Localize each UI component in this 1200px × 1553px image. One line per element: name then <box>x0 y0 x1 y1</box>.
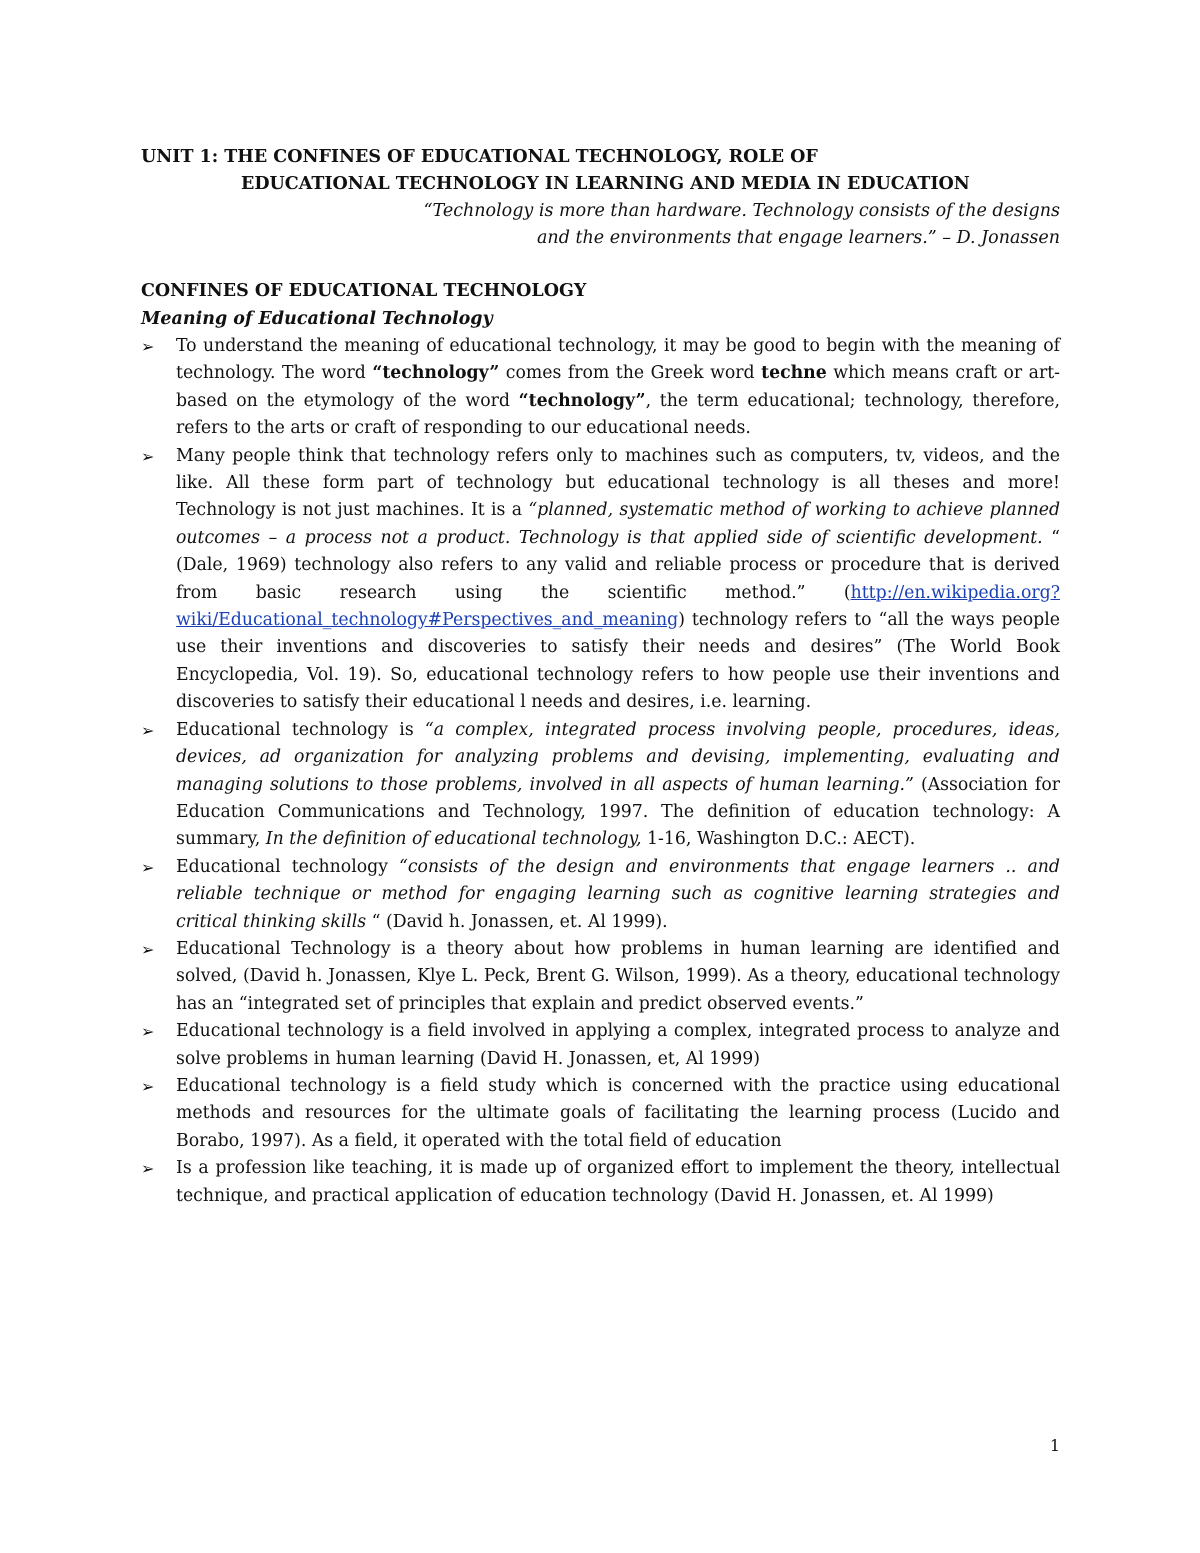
epigraph-line-2-text: and the environments that engage learners.” <box>537 228 937 248</box>
bullet-text: Educational Technology is a theory about how problems in human learning are identified and solved, (David h. Jonassen, Klye L. Peck, Brent G. Wilson, 1999). As a theory, educational technology has an “integrated set of principles that explain and predict observed events.” <box>176 938 1060 1014</box>
list-item <box>141 854 1060 936</box>
bullet-list <box>141 333 1060 1210</box>
arrowhead-bullet-icon: ➢ <box>141 720 155 740</box>
bullet-text: Educational technology <box>176 856 400 877</box>
bullet-text: (Association for Education Communications and Technology, 1997. The definition of education technology: A summary, <box>176 774 1060 850</box>
bullet-text: 1-16, Washington D.C.: AECT). <box>641 829 916 850</box>
epigraph-line-2 <box>360 225 1060 252</box>
list-item <box>141 333 1060 443</box>
bold-term-technology: “technology” <box>372 363 500 384</box>
unit-title-line-2: EDUCATIONAL TECHNOLOGY IN LEARNING AND MEDIA IN EDUCATION <box>241 174 970 194</box>
bullet-text: “ (David h. Jonassen, et. Al 1999). <box>366 911 668 932</box>
list-item <box>141 717 1060 854</box>
arrowhead-bullet-icon: ➢ <box>141 1159 155 1179</box>
arrowhead-bullet-icon: ➢ <box>141 857 155 877</box>
bullet-text: , the term educational; technology, therefore, refers to the arts or craft of responding to our educational needs. <box>176 390 1060 439</box>
bullet-text: Many people think that technology refers only to machines such as computers, tv, videos, and the like. All these form part of technology but educational technology is all theses and more! Technology is not just machines. It is a <box>176 445 1060 521</box>
bullet-text: ) technology refers to “all the ways people use their inventions and discoveries to satisfy their needs and desires” (The World Book Encyclopedia, Vol. 19). So, educational technology refers to how people use their inventions and discoveries to satisfy their educational l needs and desires, i.e. learning. <box>176 610 1060 713</box>
bold-term-technology: “technology” <box>518 390 646 411</box>
arrowhead-bullet-icon: ➢ <box>141 446 155 466</box>
italic-quote: “consists of the design and environments that engage learners .. and reliable technique or method for engaging learning such as cognitive learning strategies and critical thinking skills <box>176 856 1060 932</box>
list-item <box>141 1073 1060 1155</box>
section-heading: CONFINES OF EDUCATIONAL TECHNOLOGY <box>141 281 587 301</box>
list-item <box>141 443 1060 717</box>
unit-title-line-1: UNIT 1: THE CONFINES OF EDUCATIONAL TECHNOLOGY, ROLE OF <box>141 147 818 167</box>
unit-title <box>141 144 1071 198</box>
list-item <box>141 1018 1060 1073</box>
bullet-text: Educational technology is a field study which is concerned with the practice using educational methods and resources for the ultimate goals of facilitating the learning process (Lucido and Borabo, 1997). As a field, it operated with the total field of education <box>176 1075 1060 1151</box>
bullet-text: which means craft or art-based on the etymology of the word <box>176 363 1060 411</box>
list-item <box>141 936 1060 1018</box>
sub-heading: Meaning of Educational Technology <box>141 309 493 329</box>
arrowhead-bullet-icon: ➢ <box>141 1076 155 1096</box>
italic-title: In the definition of educational technology, <box>265 829 642 850</box>
list-item <box>141 1155 1060 1210</box>
epigraph-attribution: – D. Jonassen <box>936 228 1060 248</box>
bullet-text: Is a profession like teaching, it is made up of organized effort to implement the theory, intellectual technique, and practical application of education technology (David H. Jonassen, et. Al 1999) <box>176 1158 1060 1206</box>
arrowhead-bullet-icon: ➢ <box>141 939 155 959</box>
epigraph-line-1: “Technology is more than hardware. Technology consists of the designs <box>423 201 1060 221</box>
bullet-text: “ (Dale, 1969) technology also refers to any valid and reliable process or procedure that is derived from basic research using the scientific method.” ( <box>176 527 1061 603</box>
italic-quote: “planned, systematic method of working to achieve planned outcomes – a process not a product. Technology is that applied side of scientific development. <box>176 500 1061 548</box>
bullet-text: Educational technology is <box>176 719 425 740</box>
epigraph-quote <box>360 198 1060 252</box>
arrowhead-bullet-icon: ➢ <box>141 337 155 356</box>
page-number: 1 <box>1049 1436 1060 1455</box>
bullet-text: To understand the meaning of educational technology, it may be good to begin with the meaning of technology. The word <box>176 336 1060 384</box>
arrowhead-bullet-icon: ➢ <box>141 1022 155 1042</box>
italic-quote: “a complex, integrated process involving people, procedures, ideas, devices, ad organization for analyzing problems and devising, implementing, evaluating and managing solutions to those problems, involved in all aspects of human learning.” <box>176 719 1060 795</box>
bullet-text: comes from the Greek word <box>499 363 762 384</box>
bold-term-techne: techne <box>761 363 827 384</box>
bullet-text: Educational technology is a field involved in applying a complex, integrated process to analyze and solve problems in human learning (David H. Jonassen, et, Al 1999) <box>176 1021 1060 1069</box>
wikipedia-link[interactable]: http://en.wikipedia.org?wiki/Educational_technology#Perspectives_and_meaning <box>176 582 1060 631</box>
